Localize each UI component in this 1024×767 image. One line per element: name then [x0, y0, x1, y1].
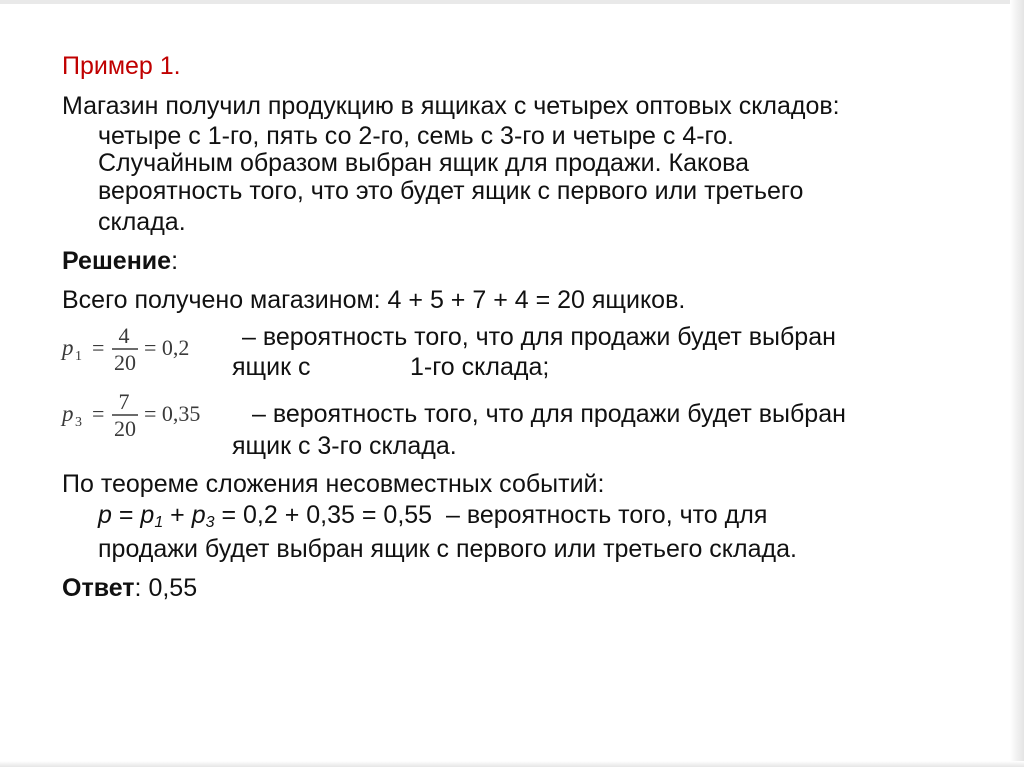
- answer-value: : 0,55: [134, 574, 198, 602]
- formula-p3-denominator: 20: [114, 416, 136, 440]
- slide-title: Пример 1.: [62, 52, 181, 80]
- formula-p1-desc-line1: – вероятность того, что для продажи будет выбран: [242, 323, 836, 351]
- answer-line: [62, 573, 197, 603]
- formula-p1-var: p: [62, 335, 74, 360]
- theorem-p3: p: [191, 501, 206, 529]
- slide-right-edge: [1010, 0, 1024, 767]
- formula-p1-eq: =: [92, 335, 105, 360]
- formula-p1-result: = 0,2: [144, 335, 190, 360]
- formula-p3-desc-line1: – вероятность того, что для продажи будет выбран: [252, 400, 846, 428]
- formula-p3-desc-line2: ящик с 3-го склада.: [232, 432, 457, 460]
- formula-p3: [60, 388, 235, 440]
- formula-p3-eq: =: [92, 401, 105, 426]
- theorem-p3-sub: 3: [205, 514, 215, 531]
- formula-p1-desc-line2-a: ящик с: [232, 353, 311, 381]
- theorem-p1: p: [140, 501, 155, 529]
- theorem-p: p: [98, 501, 112, 529]
- theorem-intro: По теореме сложения несовместных событий:: [62, 470, 605, 498]
- theorem-calc: = 0,2 + 0,35 = 0,55: [214, 501, 433, 529]
- slide-bottom-edge: [0, 761, 1024, 767]
- formula-p1-desc-line2-b: 1-го склада;: [410, 353, 550, 381]
- formula-p3-sub: 3: [75, 415, 82, 430]
- theorem-eq: =: [111, 501, 141, 529]
- solution-label: Решение: [62, 247, 172, 275]
- problem-line-4: вероятность того, что это будет ящик с первого или третьего: [98, 177, 804, 205]
- formula-p1-sub: 1: [75, 349, 82, 364]
- total-line: Всего получено магазином: 4 + 5 + 7 + 4 = 20 ящиков.: [62, 286, 686, 314]
- slide-top-edge: [0, 0, 1024, 4]
- solution-heading: [62, 246, 178, 276]
- problem-line-3: Случайным образом выбран ящик для продажи. Какова: [98, 149, 750, 177]
- theorem-plus: +: [163, 501, 192, 529]
- formula-p3-numerator: 7: [118, 389, 130, 414]
- theorem-equation: [98, 500, 767, 530]
- formula-p1-numerator: 4: [118, 323, 130, 348]
- answer-label: Ответ: [62, 574, 135, 602]
- theorem-p1-sub: 1: [154, 514, 164, 531]
- problem-line-2: четыре с 1-го, пять со 2-го, семь с 3-го и четыре с 4-го.: [98, 122, 734, 150]
- formula-p1: [60, 322, 220, 374]
- theorem-line2: продажи будет выбран ящик с первого или третьего склада.: [98, 535, 797, 563]
- solution-colon: :: [171, 247, 179, 275]
- theorem-desc: – вероятность того, что для: [445, 501, 768, 529]
- formula-p3-result: = 0,35: [144, 401, 201, 426]
- problem-line-5: склада.: [98, 208, 186, 236]
- formula-p1-denominator: 20: [114, 350, 136, 374]
- problem-line-1: Магазин получил продукцию в ящиках с четырех оптовых складов:: [62, 92, 840, 120]
- formula-p3-var: p: [62, 401, 74, 426]
